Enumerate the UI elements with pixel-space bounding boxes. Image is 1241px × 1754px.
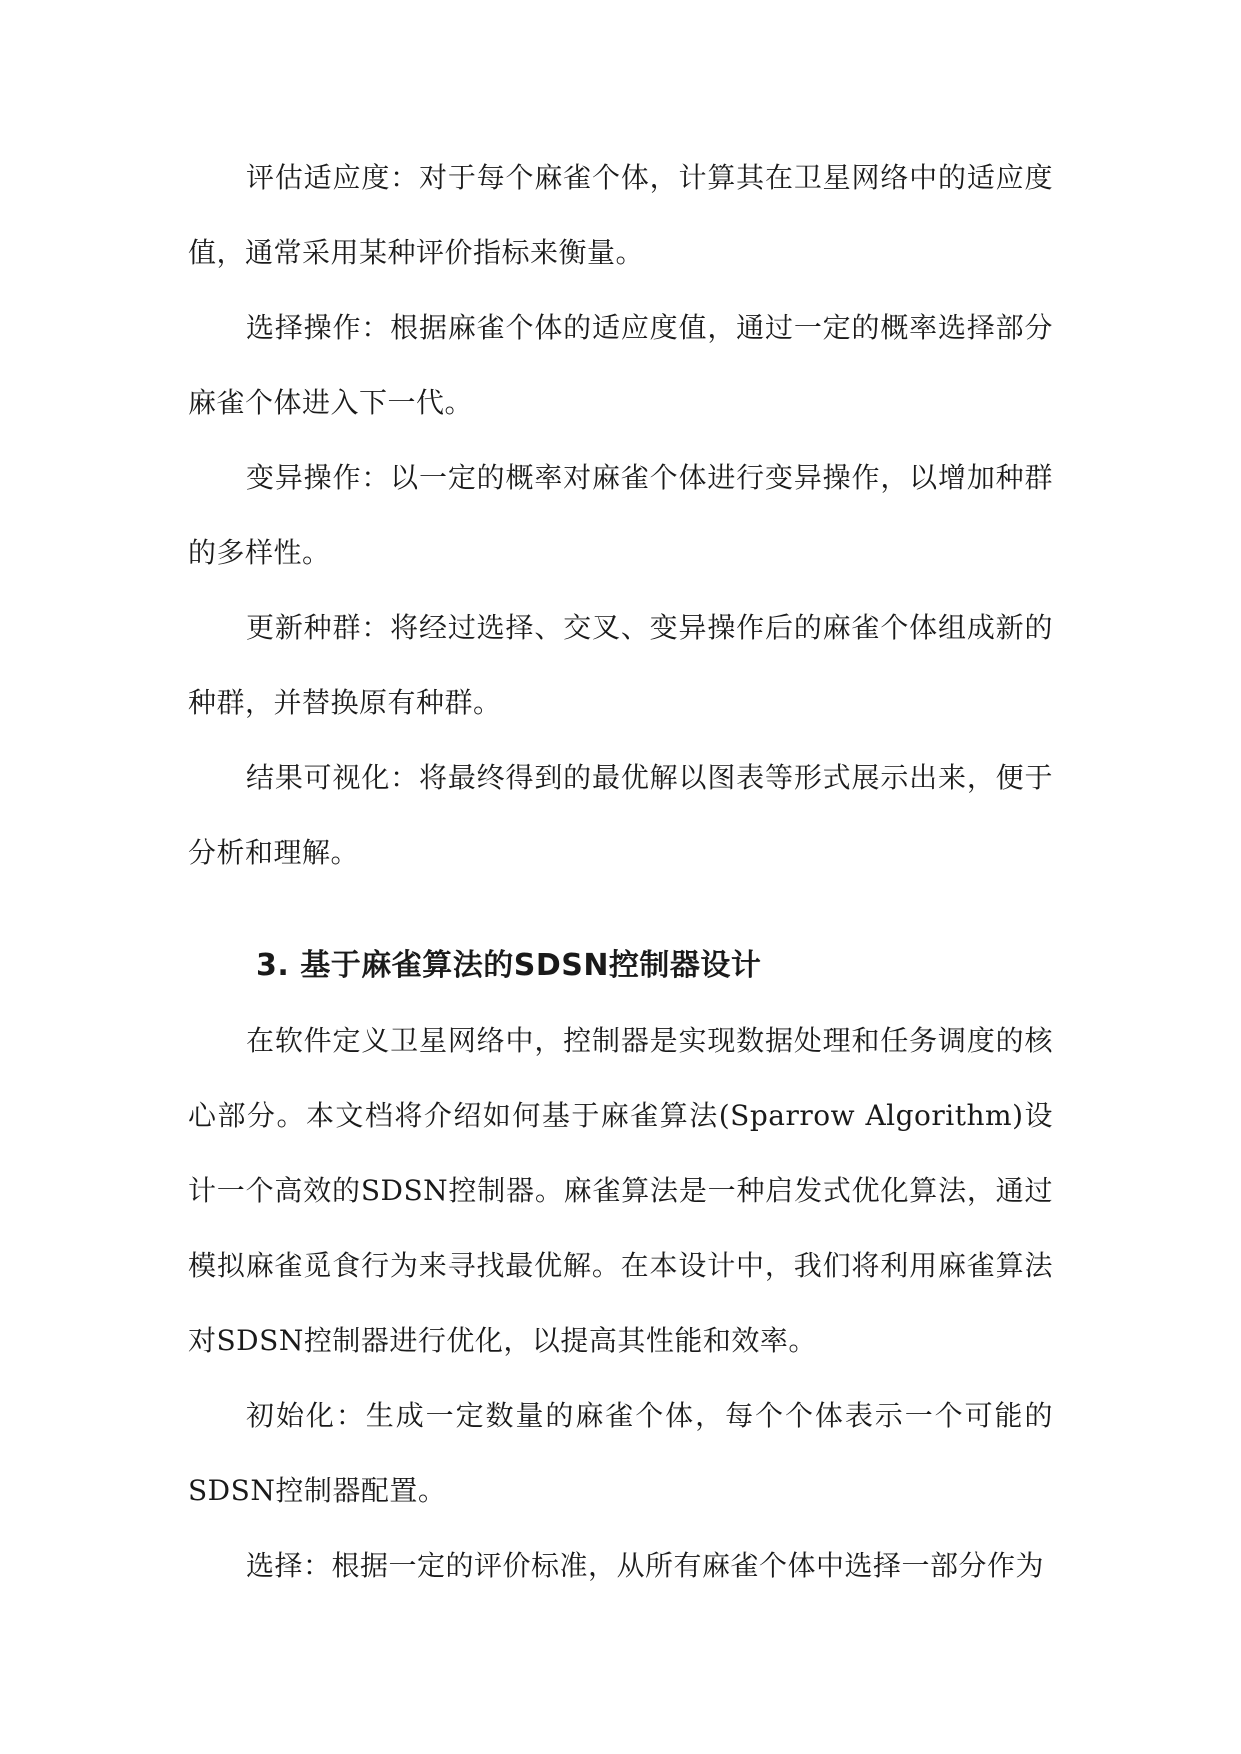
paragraph-initialization: 初始化：生成一定数量的麻雀个体，每个个体表示一个可能的SDSN控制器配置。 xyxy=(188,1399,1053,1507)
paragraph-mutation-operation: 变异操作：以一定的概率对麻雀个体进行变异操作，以增加种群的多样性。 xyxy=(188,461,1053,569)
paragraph-controller-intro: 在软件定义卫星网络中，控制器是实现数据处理和任务调度的核心部分。本文档将介绍如何基于麻雀算法(Sparrow Algorithm)设计一个高效的SDSN控制器。麻雀算法是一种启发式优化算法，通过模拟麻雀觅食行为来寻找最优解。在本设计中，我们将利用麻雀算法对SDSN控制器进行优化，以提高其性能和效率。 xyxy=(188,1024,1053,1357)
paragraph-update-population: 更新种群：将经过选择、交叉、变异操作后的麻雀个体组成新的种群，并替换原有种群。 xyxy=(188,611,1053,719)
paragraph-evaluate-fitness: 评估适应度：对于每个麻雀个体，计算其在卫星网络中的适应度值，通常采用某种评价指标来衡量。 xyxy=(188,161,1053,269)
section-heading: 3. 基于麻雀算法的SDSN控制器设计 xyxy=(256,948,762,983)
document-page xyxy=(188,140,1053,1603)
paragraph-selection: 选择：根据一定的评价标准，从所有麻雀个体中选择一部分作为 xyxy=(246,1549,1045,1582)
paragraph-result-visualization: 结果可视化：将最终得到的最优解以图表等形式展示出来，便于分析和理解。 xyxy=(188,761,1053,869)
paragraph-selection-operation: 选择操作：根据麻雀个体的适应度值，通过一定的概率选择部分麻雀个体进入下一代。 xyxy=(188,311,1053,419)
